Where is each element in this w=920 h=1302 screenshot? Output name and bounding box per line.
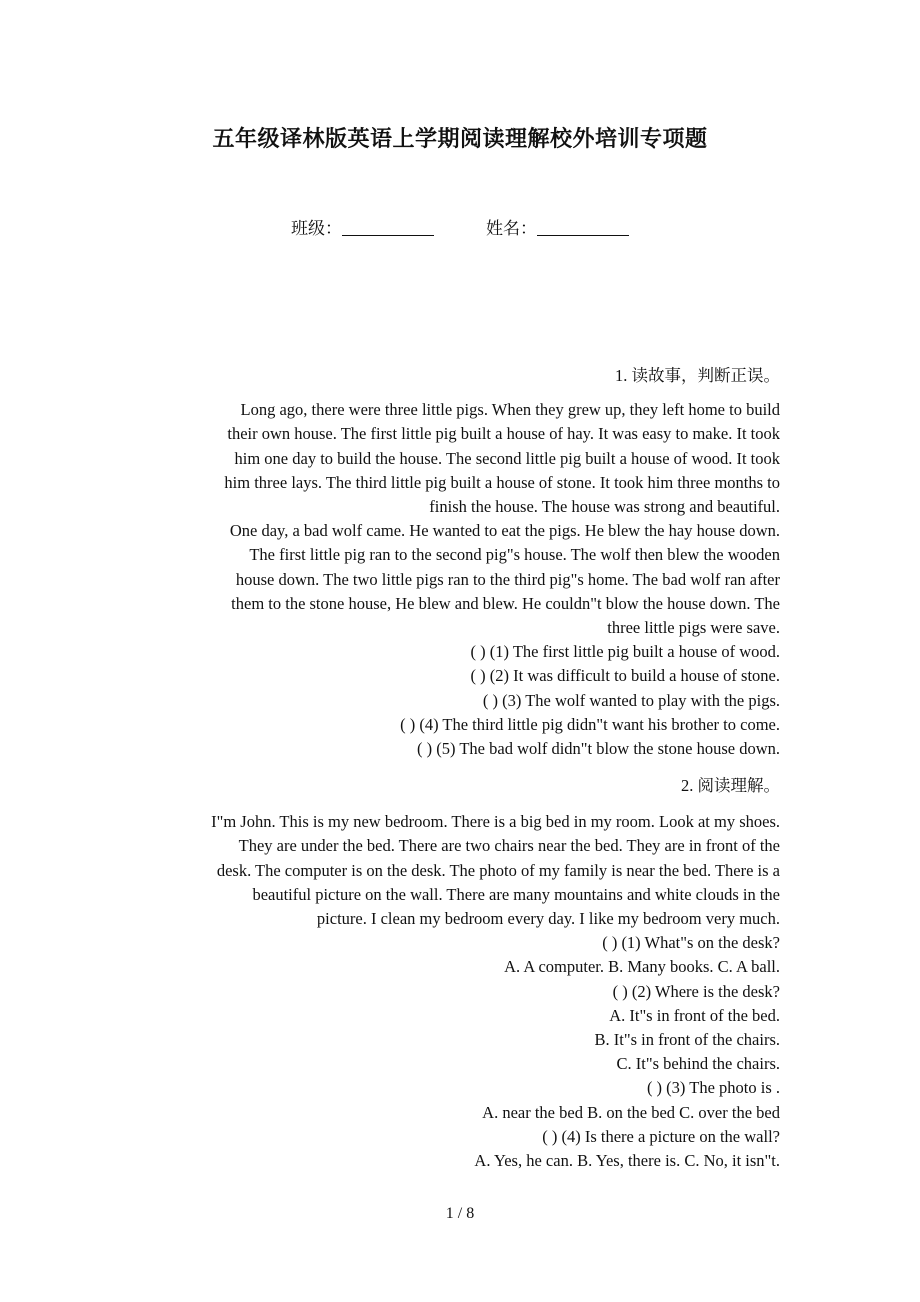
class-blank [342,219,434,236]
section-1-passage [130,398,780,640]
passage-line: desk. The computer is on the desk. The photo of my family is near the bed. There is a [216,860,780,880]
question-item: ( ) (5) The bad wolf didn"t blow the stone house down. [417,739,780,759]
question-item: ( ) (1) The first little pig built a house of wood. [470,642,780,662]
question-item: ( ) (2) It was difficult to build a house of stone. [470,666,780,686]
answer-option: B. It"s in front of the chairs. [594,1030,780,1050]
section-1-heading: 1. 读故事，判断正误。 [615,366,780,385]
student-info-row [0,214,920,239]
page-number: 1 / 8 [445,1205,475,1222]
section-2-passage [130,810,780,931]
section-2-heading: 2. 阅读理解。 [681,776,780,795]
answer-option: A. It"s in front of the bed. [609,1005,780,1025]
question-item: ( ) (1) What"s on the desk? [602,933,780,953]
class-label: 班级： [291,219,342,238]
question-item: ( ) (4) The third little pig didn"t want his brother to come. [400,714,780,734]
passage-line: him one day to build the house. The second little pig built a house of wood. It took [234,448,780,468]
passage-line: beautiful picture on the wall. There are many mountains and white clouds in the [252,884,780,904]
passage-line: One day, a bad wolf came. He wanted to eat the pigs. He blew the hay house down. [229,521,780,541]
page-title: 五年级译林版英语上学期阅读理解校外培训专项题 [212,126,708,151]
section-1-questions [130,640,780,761]
answer-options: A. A computer. B. Many books. C. A ball. [504,957,780,977]
question-item: ( ) (3) The photo is . [646,1078,780,1098]
passage-line: them to the stone house, He blew and blew. He couldn"t blow the house down. The [231,593,780,613]
passage-line: They are under the bed. There are two chairs near the bed. They are in front of the [238,836,780,856]
passage-line: The first little pig ran to the second pig"s house. The wolf then blew the wooden [249,545,780,565]
passage-line: I"m John. This is my new bedroom. There is a big bed in my room. Look at my shoes. [211,812,780,832]
passage-line: their own house. The first little pig built a house of hay. It was easy to make. It took [227,424,780,444]
passage-line: picture. I clean my bedroom every day. I like my bedroom very much. [316,909,780,929]
name-label: 姓名： [486,219,537,238]
answer-option: C. It"s behind the chairs. [616,1054,780,1074]
section-1 [130,364,780,761]
passage-line: three little pigs were save. [607,618,780,638]
section-2 [130,774,780,1173]
section-2-questions [130,931,780,1173]
question-item: ( ) (4) Is there a picture on the wall? [542,1126,780,1146]
question-item: ( ) (3) The wolf wanted to play with the pigs. [482,690,780,710]
answer-options: A. near the bed B. on the bed C. over the bed [482,1102,780,1122]
passage-line: finish the house. The house was strong and beautiful. [429,497,780,517]
name-blank [537,219,629,236]
passage-line: house down. The two little pigs ran to the third pig"s home. The bad wolf ran after [235,569,780,589]
passage-line: him three lays. The third little pig built a house of stone. It took him three months to [224,472,780,492]
question-item: ( ) (2) Where is the desk? [612,981,780,1001]
answer-options: A. Yes, he can. B. Yes, there is. C. No, it isn"t. [474,1151,780,1171]
passage-line: Long ago, there were three little pigs. When they grew up, they left home to build [240,400,780,420]
